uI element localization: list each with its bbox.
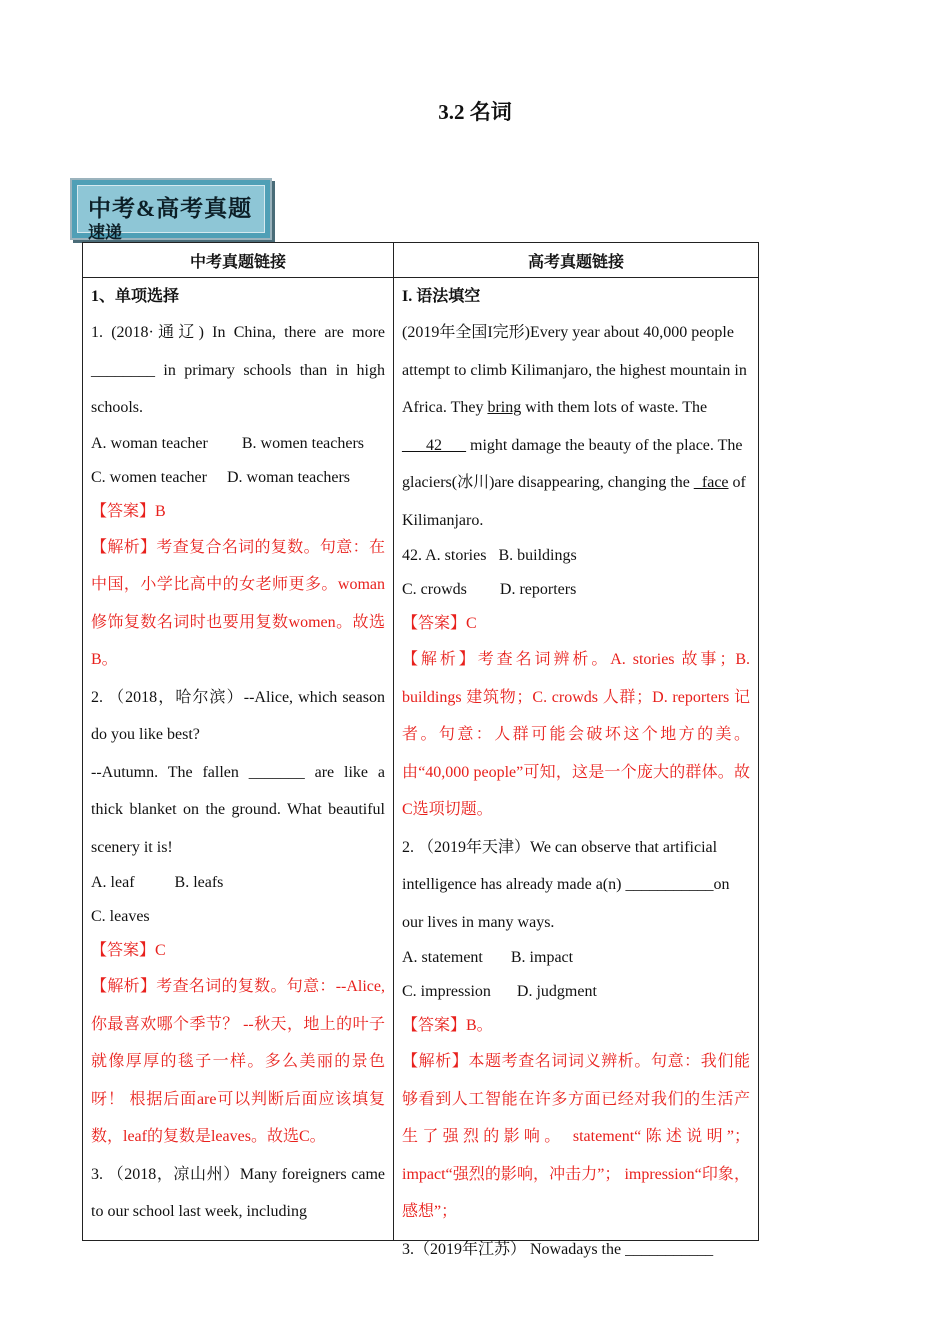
questions-table	[82, 242, 759, 1258]
passage-part: might damage the beauty of the place. The glaciers(冰川)are disappearing, changing the	[402, 436, 743, 491]
analysis-text: 【解析】考查名词的复数。句意：--Alice, 你最喜欢哪个季节？ --秋天，地上的叶子就像厚厚的毯子一样。多么美丽的景色呀！ 根据后面are可以判断后面应该填复数，leaf的复数是leaves。故选C。	[91, 978, 385, 1145]
option-b: B. buildings	[498, 547, 577, 564]
zhongkao-column	[83, 278, 394, 1241]
option-b: B. women teachers	[241, 434, 365, 452]
option-c: C. women teacher	[91, 468, 207, 486]
answer-text: 【答案】B	[91, 502, 166, 520]
option-b: B. impact	[510, 949, 574, 966]
option-a: 42. A. stories	[402, 547, 487, 564]
analysis-text: 【解析】考查复合名词的复数。句意：在中国，小学比高中的女老师更多。woman修饰复数名词时也要用复数women。故选B。	[91, 538, 385, 668]
answer-text: 【答案】C	[402, 615, 477, 632]
section-heading: 1、单项选择	[91, 288, 180, 305]
question-stem: 3.（2019年江苏） Nowadays the ___________	[402, 1240, 714, 1258]
answer-text: 【答案】B。	[402, 1017, 493, 1034]
header-gaokao: 高考真题链接	[394, 243, 759, 278]
option-a: A. leaf	[91, 874, 135, 891]
option-row	[91, 427, 385, 461]
option-row	[402, 539, 750, 573]
question-stem: 1. (2018·通辽) In China, there are more ________ in primary schools than in high schools.	[91, 324, 385, 416]
option-a: A. statement	[402, 949, 483, 966]
question-stem: 2. （2018，哈尔滨）--Alice, which season do you like best?	[91, 688, 385, 743]
option-row	[91, 866, 385, 900]
passage-part: of Kilimanjaro.	[402, 474, 746, 529]
underlined-word: _face	[693, 474, 729, 491]
question-stem: 2. （2019年天津）We can observe that artificial intelligence has already made a(n) ___________on our lives in many ways.	[402, 838, 730, 931]
header-zhongkao: 中考真题链接	[83, 243, 394, 278]
option-b: B. leafs	[174, 874, 224, 891]
passage-text	[402, 314, 750, 539]
table-body-row	[83, 278, 759, 1241]
passage-part: (2019年全国I完形)Every year about 40,000 people attempt to climb Kilimanjaro, the highest mountain in Africa. They	[402, 324, 747, 416]
option-a: A. woman teacher	[91, 434, 208, 452]
table-header-row	[83, 243, 759, 278]
underlined-word: bring	[487, 399, 522, 416]
question-stem: 3. （2018，凉山州）Many foreigners came to our school last week, including	[91, 1165, 385, 1220]
banner-subtitle: 速递	[88, 223, 122, 242]
banner-title: 中考&高考真题	[88, 196, 253, 221]
analysis-text: 【解析】考查名词辨析。A. stories 故事；B. buildings 建筑物；C. crowds 人群；D. reporters 记者。句意：人群可能会破坏这个地方的美。由“40,000 people”可知，这是一个庞大的群体。故C选项切题。	[402, 651, 750, 818]
analysis-text: 【解析】本题考查名词词义辨析。句意：我们能够看到人工智能在许多方面已经对我们的生活产生了强烈的影响。 statement“陈述说明”；impact“强烈的影响，冲击力”； impression“印象，感想”；	[402, 1053, 750, 1220]
option-c: C. crowds	[402, 581, 467, 598]
option-row	[402, 975, 750, 1009]
passage-part: with them lots of waste. The	[525, 399, 708, 416]
option-c: C. impression	[402, 983, 491, 1000]
option-row	[402, 573, 750, 607]
option-d: D. woman teachers	[226, 468, 351, 486]
option-d: D. reporters	[499, 581, 577, 598]
answer-text: 【答案】C	[91, 942, 166, 959]
section-banner	[70, 178, 272, 240]
option-row	[402, 941, 750, 975]
banner-panel	[77, 185, 265, 242]
option-c: C. leaves	[91, 908, 150, 925]
gaokao-column	[394, 278, 759, 1258]
section-heading: I. 语法填空	[402, 288, 481, 305]
question-line: --Autumn. The fallen _______ are like a thick blanket on the ground. What beautiful scenery it is!	[91, 763, 385, 856]
blank-42: ___42___	[402, 436, 466, 454]
option-row	[91, 461, 385, 495]
option-d: D. judgment	[516, 983, 597, 1000]
page-title: 3.2 名词	[438, 100, 512, 124]
